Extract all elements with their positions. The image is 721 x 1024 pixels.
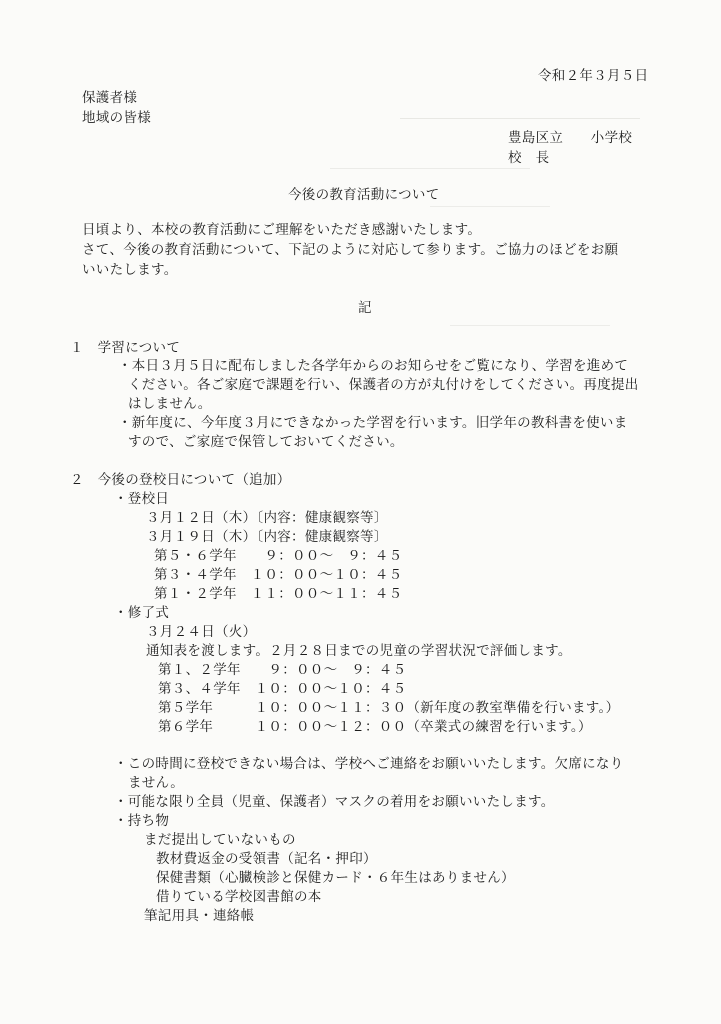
intro-paragraph-line: 日頃より、本校の教育活動にご理解をいただき感謝いたします。 (82, 222, 482, 238)
belongings-item: 保健書類（心臓検診と保健カード・６年生はありません） (156, 870, 515, 886)
ceremony-time-row: 第６学年 １０：００～１２：００（卒業式の練習を行います。） (158, 719, 592, 735)
mask-note: ・可能な限り全員（児童、保護者）マスクの着用をお願いいたします。 (114, 794, 555, 810)
section-1-bullet-line: ください。各ご家庭で課題を行い、保護者の方が丸付けをしてください。再度提出 (128, 377, 639, 393)
attendance-date: ３月１２日（木）〔内容：健康観察等〕 (146, 510, 388, 526)
absence-note-line: ・この時間に登校できない場合は、学校へご連絡をお願いいたします。欠席になり (114, 756, 624, 772)
intro-paragraph-line: さて、今後の教育活動について、下記のように対応して参ります。ご協力のほどをお願 (82, 242, 619, 258)
belongings-item: 借りている学校図書館の本 (156, 889, 322, 905)
ceremony-label: ・修了式 (114, 605, 170, 621)
belongings-item: 教材費返金の受領書（記名・押印） (156, 851, 377, 867)
section-1-bullet-line: ・本日３月５日に配布しました各学年からのお知らせをご覧になり、学習を進めて (118, 358, 629, 374)
school-name: 豊島区立 小学校 (508, 130, 633, 146)
belongings-last-item: 筆記用具・連絡帳 (144, 908, 255, 924)
section-1-bullet-line: すので、ご家庭で保管しておいてください。 (128, 434, 404, 450)
belongings-sublabel: まだ提出していないもの (144, 832, 296, 848)
document-date: 令和２年３月５日 (538, 68, 649, 84)
addressee-guardians: 保護者様 (82, 90, 138, 106)
addressee-community: 地域の皆様 (82, 110, 151, 126)
ceremony-note: 通知表を渡します。２月２８日までの児童の学習状況で評価します。 (146, 643, 572, 659)
section-2-heading: ２ 今後の登校日について（追加） (70, 472, 291, 488)
absence-note-line: ません。 (128, 775, 185, 791)
ceremony-time-row: 第５学年 １０：００～１１：３０（新年度の教室準備を行います。） (158, 700, 620, 716)
section-1-heading: １ 学習について (70, 340, 181, 356)
section-1-bullet-line: ・新年度に、今年度３月にできなかった学習を行います。旧学年の教科書を使いま (118, 415, 628, 431)
attendance-time-row: 第５・６学年 ９：００～ ９：４５ (154, 548, 403, 564)
section-1-bullet-line: はしません。 (128, 396, 212, 412)
attendance-date: ３月１９日（木）〔内容：健康観察等〕 (146, 529, 388, 545)
attendance-label: ・登校日 (114, 491, 170, 507)
ki-heading: 記 (358, 300, 372, 316)
principal-title: 校 長 (508, 150, 550, 166)
ceremony-date: ３月２４日（火） (146, 624, 257, 640)
attendance-time-row: 第３・４学年 １０：００～１０：４５ (154, 567, 403, 583)
intro-paragraph-line: いいたします。 (82, 262, 178, 278)
ceremony-time-row: 第３、４学年 １０：００～１０：４５ (158, 681, 407, 697)
ceremony-time-row: 第１、２学年 ９：００～ ９：４５ (158, 662, 407, 678)
show-through-decoration (400, 118, 640, 120)
show-through-decoration (450, 325, 610, 327)
document-title: 今後の教育活動について (288, 187, 440, 203)
show-through-decoration (330, 168, 530, 170)
show-through-decoration (430, 206, 550, 208)
belongings-label: ・持ち物 (114, 813, 170, 829)
attendance-time-row: 第１・２学年 １１：００～１１：４５ (154, 586, 403, 602)
